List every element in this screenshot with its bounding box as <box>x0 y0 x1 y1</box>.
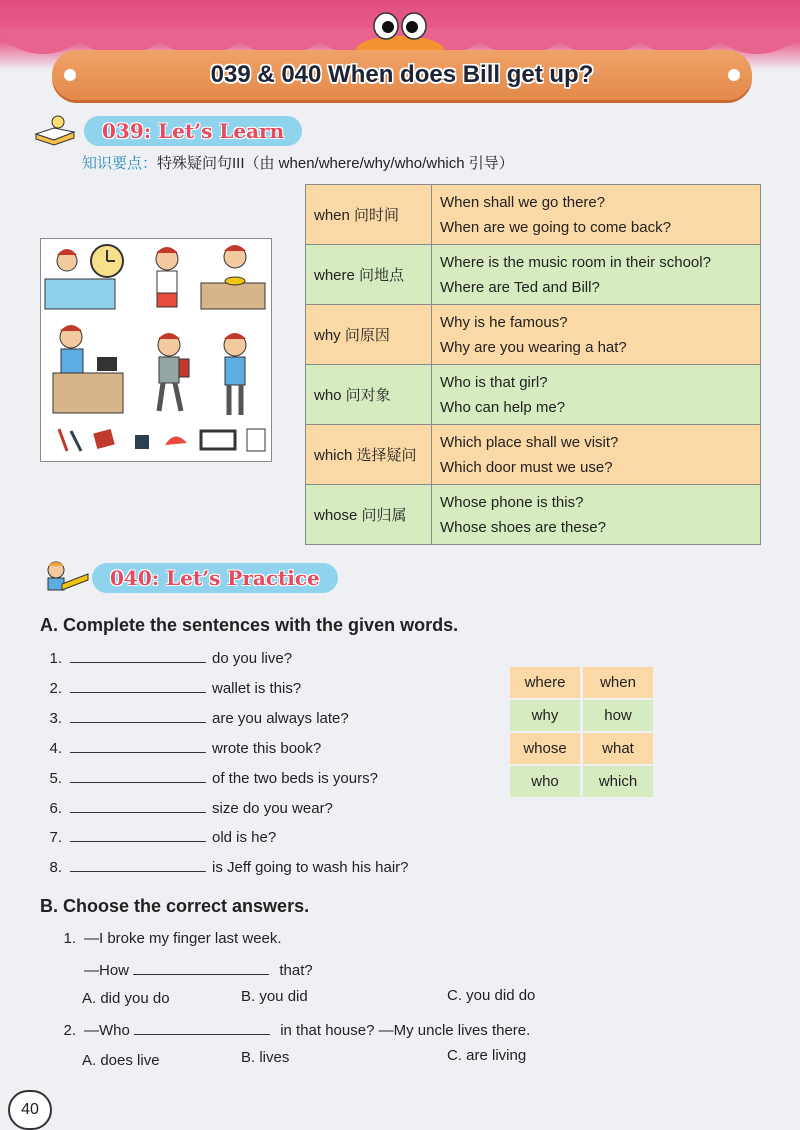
answer-blank[interactable] <box>70 857 206 872</box>
part-b-heading: B. Choose the correct answers. <box>40 896 310 916</box>
question-b2: 2. —Who in that house? —My uncle lives there. <box>63 1022 531 1039</box>
grammar-row <box>306 305 761 365</box>
example-sentence: Who is that girl? <box>440 373 548 391</box>
question-word: which 选择疑问 <box>306 425 432 485</box>
lesson-title-banner <box>52 50 752 100</box>
option-b1-a[interactable]: A. did you do <box>82 990 170 1007</box>
boy-eating-illustration <box>201 245 265 309</box>
question-a8: 8. is Jeff going to wash his hair? <box>49 859 409 877</box>
school-objects-illustration <box>59 429 265 451</box>
example-sentences <box>432 485 761 545</box>
question-word: who 问对象 <box>306 365 432 425</box>
answer-blank[interactable] <box>70 768 206 783</box>
option-b1-c[interactable]: C. you did do <box>447 987 536 1004</box>
question-word: why 问原因 <box>306 305 432 365</box>
knowledge-label: 知识要点： <box>82 155 158 172</box>
word-bank-item: what <box>583 733 653 764</box>
example-sentence: Whose phone is this? <box>440 493 584 511</box>
grammar-row <box>306 185 761 245</box>
section-header-practice <box>92 563 338 593</box>
option-b2-b[interactable]: B. lives <box>241 1049 290 1066</box>
boy-with-pencil-icon <box>40 560 90 594</box>
question-word: where 问地点 <box>306 245 432 305</box>
section-title-learn: 039: Let’s Learn <box>102 119 285 143</box>
option-b1-b[interactable]: B. you did <box>241 988 308 1005</box>
part-a-heading: A. Complete the sentences with the given words. <box>40 615 459 635</box>
example-sentence: Why are you wearing a hat? <box>440 338 627 356</box>
option-b2-a[interactable]: A. does live <box>82 1052 160 1069</box>
answer-blank[interactable] <box>133 960 269 975</box>
knowledge-text: 特殊疑问句III（由 when/where/why/who/which 引导） <box>157 155 514 172</box>
grammar-row <box>306 485 761 545</box>
answer-blank[interactable] <box>134 1020 270 1035</box>
book-icon <box>34 114 76 146</box>
answer-blank[interactable] <box>70 827 206 842</box>
example-sentence: Whose shoes are these? <box>440 518 606 536</box>
answer-blank[interactable] <box>70 648 206 663</box>
word-bank-item: how <box>583 700 653 731</box>
answer-blank[interactable] <box>70 708 206 723</box>
word-bank-item: why <box>510 700 580 731</box>
example-sentence: When are we going to come back? <box>440 218 671 236</box>
example-sentence: Where are Ted and Bill? <box>440 278 600 296</box>
example-sentence: Which door must we use? <box>440 458 613 476</box>
example-sentences <box>432 425 761 485</box>
question-word: whose 问归属 <box>306 485 432 545</box>
example-sentences <box>432 305 761 365</box>
question-a5: 5. of the two beds is yours? <box>49 769 378 787</box>
boy-brushing-teeth-illustration <box>156 247 178 307</box>
example-sentences <box>432 245 761 305</box>
example-sentence: Who can help me? <box>440 398 566 416</box>
word-bank-item: which <box>583 766 653 797</box>
example-sentence: When shall we go there? <box>440 193 606 211</box>
answer-blank[interactable] <box>70 678 206 693</box>
question-a7: 7. old is he? <box>49 829 277 847</box>
example-sentences <box>432 185 761 245</box>
option-b2-c[interactable]: C. are living <box>447 1047 527 1064</box>
question-a4: 4. wrote this book? <box>49 739 322 757</box>
word-bank-item: whose <box>510 733 580 764</box>
page-number: 40 <box>8 1090 52 1130</box>
rivet-icon <box>64 69 76 81</box>
word-bank-item: where <box>510 667 580 698</box>
grammar-row <box>306 245 761 305</box>
knowledge-point <box>82 152 514 173</box>
question-b1-line2: —How that? <box>84 962 313 979</box>
question-b1: 1. —I broke my finger last week. <box>63 930 282 947</box>
boy-at-computer-illustration <box>53 325 123 413</box>
answer-blank[interactable] <box>70 798 206 813</box>
answer-blank[interactable] <box>70 738 206 753</box>
example-sentence: Which place shall we visit? <box>440 433 619 451</box>
lesson-title: 039 & 040 When does Bill get up? <box>210 61 594 88</box>
grammar-table <box>305 184 761 545</box>
section-header-learn <box>84 116 302 146</box>
rivet-icon <box>728 69 740 81</box>
word-bank-item: when <box>583 667 653 698</box>
word-bank-item: who <box>510 766 580 797</box>
question-a2: 2. wallet is this? <box>49 679 302 697</box>
section-title-practice: 040: Let’s Practice <box>110 566 320 590</box>
grammar-row <box>306 425 761 485</box>
example-sentence: Where is the music room in their school? <box>440 253 711 271</box>
question-a6: 6. size do you wear? <box>49 799 333 817</box>
illustration-panel <box>40 238 272 462</box>
example-sentences <box>432 365 761 425</box>
boy-walking-illustration <box>158 333 189 411</box>
boy-in-bed-illustration <box>45 245 123 309</box>
grammar-row <box>306 365 761 425</box>
daily-routine-illustration <box>41 239 271 461</box>
question-a3: 3. are you always late? <box>49 709 349 727</box>
boy-standing-illustration <box>224 333 246 415</box>
example-sentence: Why is he famous? <box>440 313 568 331</box>
question-a1: 1. do you live? <box>49 650 293 667</box>
question-word: when 问时间 <box>306 185 432 245</box>
